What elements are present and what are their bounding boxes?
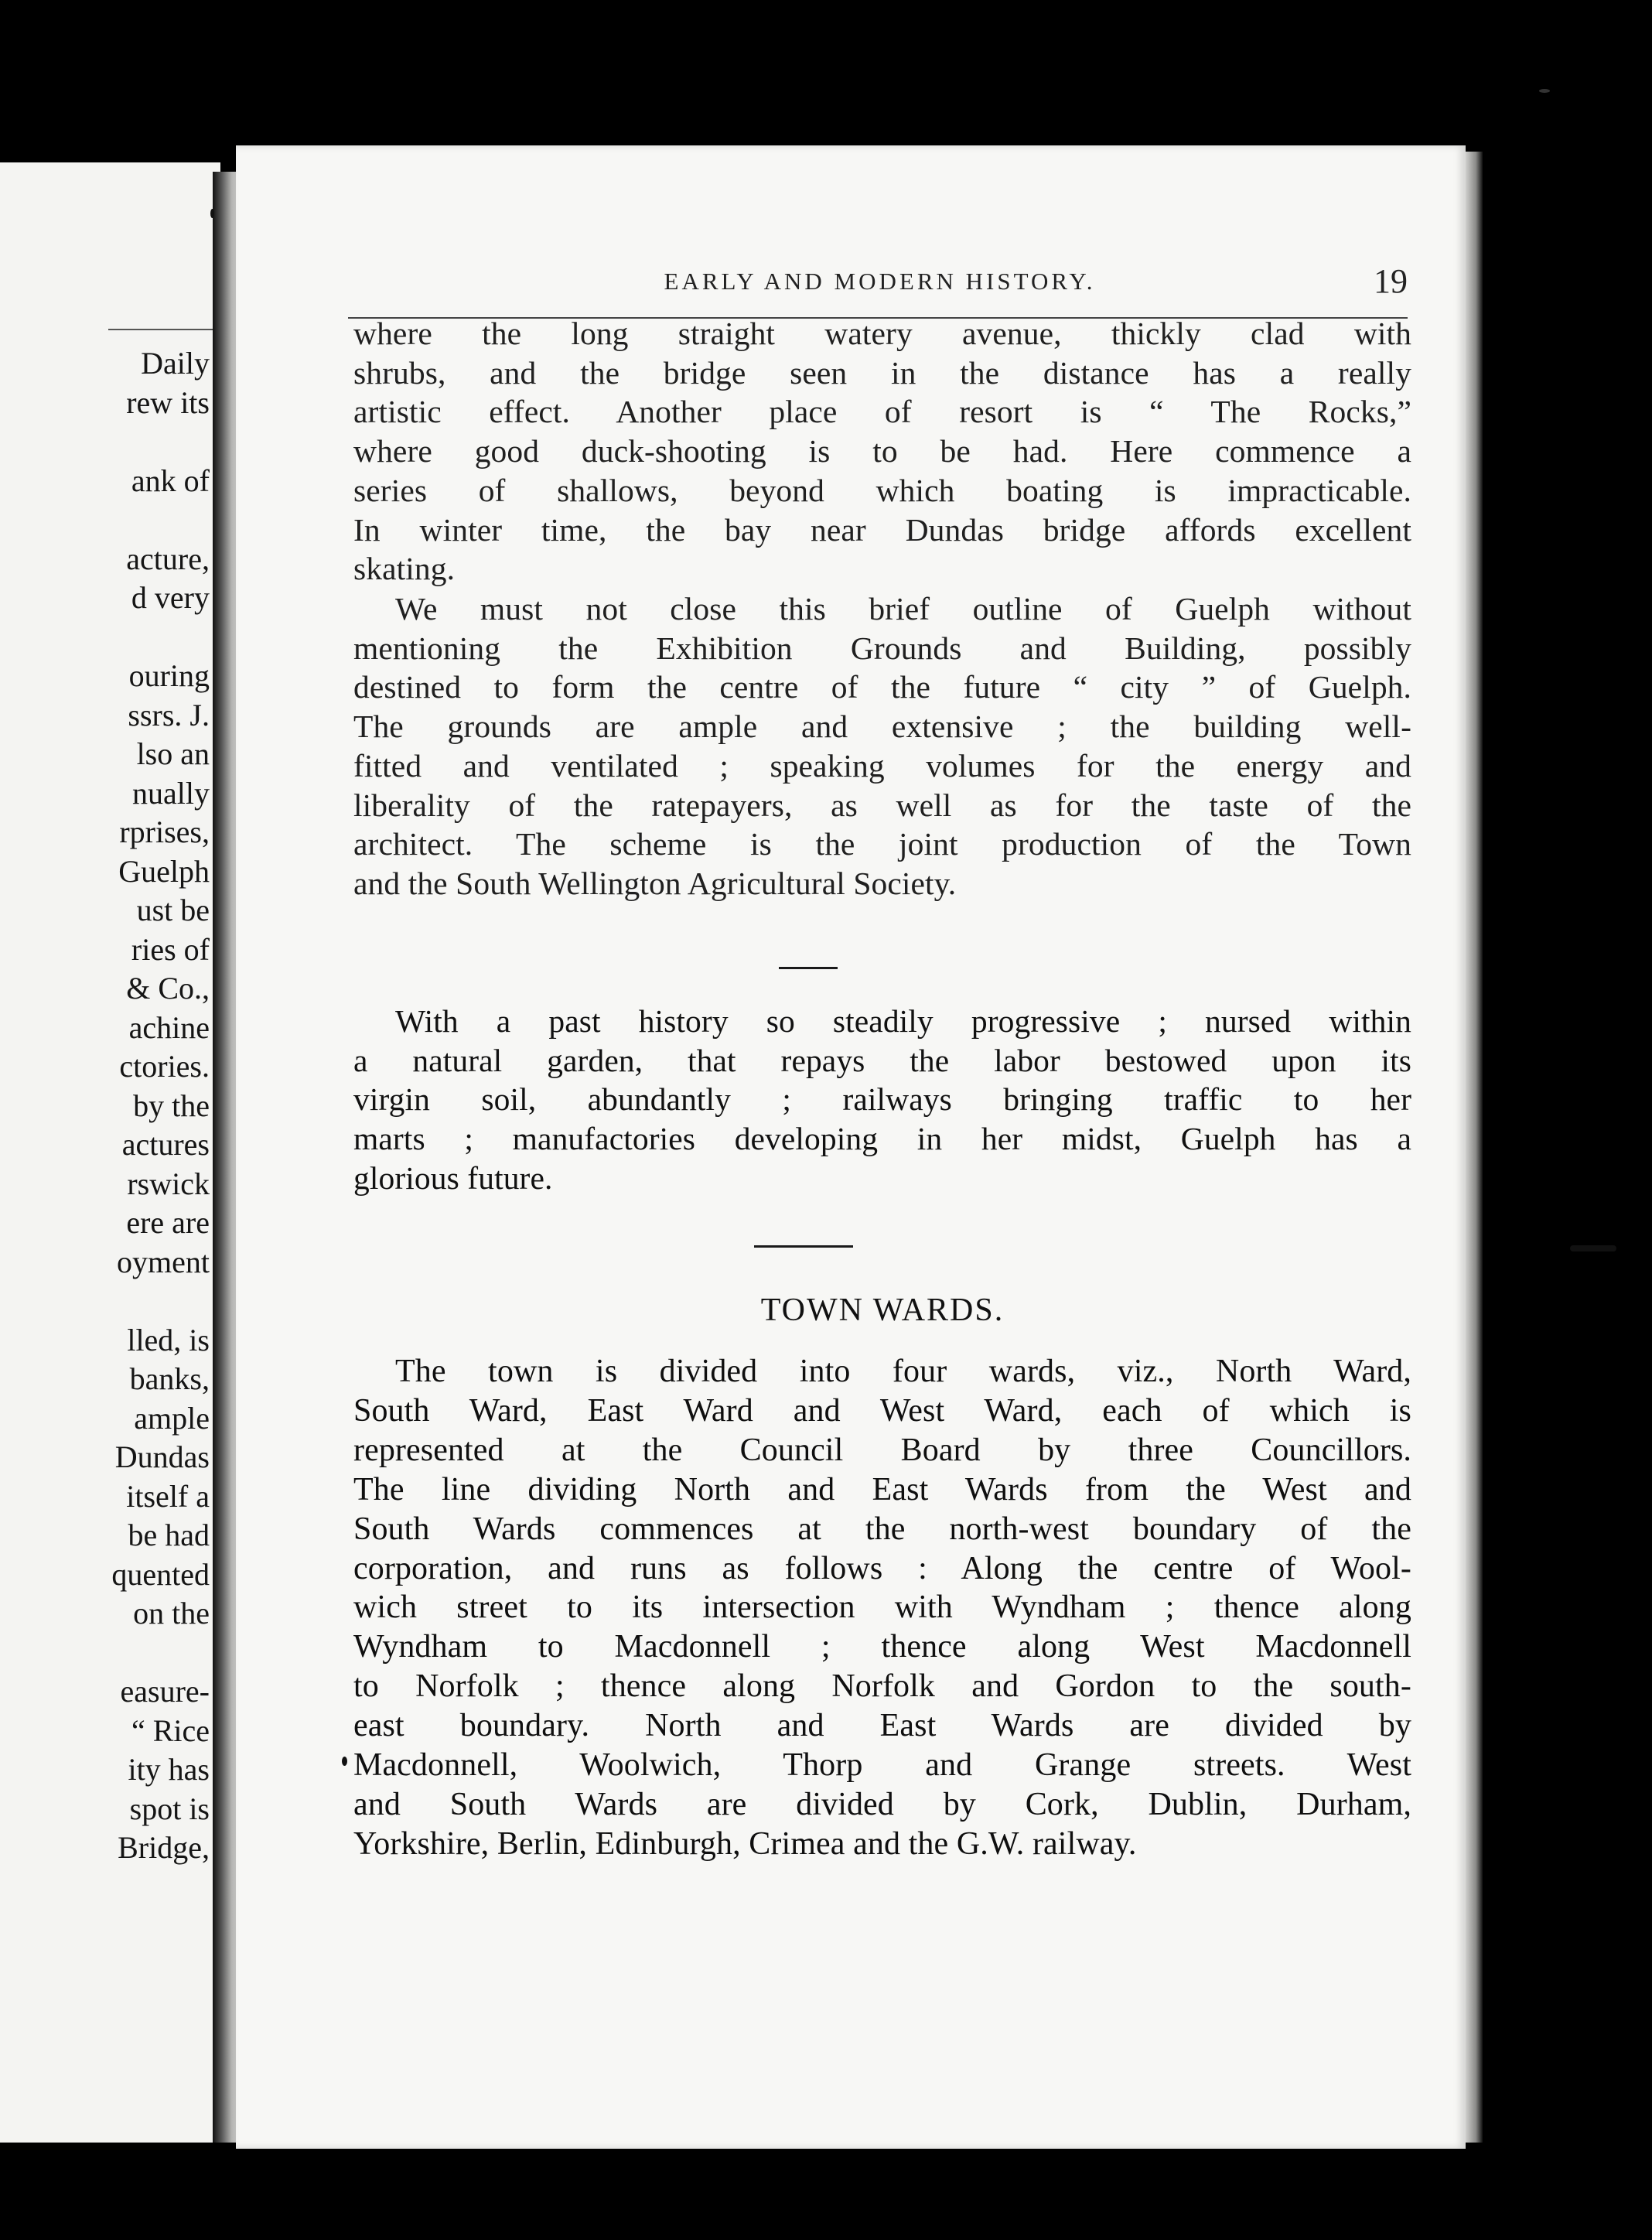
text-line: marts ; manufactories developing in her midst, Guelph has a (353, 1121, 1411, 1157)
previous-page-fragment: lso an (136, 736, 210, 771)
previous-page-fragment: ssrs. J. (128, 697, 210, 732)
previous-page-fragment: spot is (129, 1791, 210, 1826)
running-title: EARLY AND MODERN HISTORY. (664, 268, 1096, 295)
section-divider-short (779, 967, 838, 969)
previous-page-fragment (0, 1634, 220, 1673)
text-line: Macdonnell, Woolwich, Thorp and Grange streets. West (353, 1747, 1411, 1784)
text-line: virgin soil, abundantly ; railways bringing traffic to her (353, 1081, 1411, 1118)
section-heading-town-wards: TOWN WARDS. (760, 1292, 1005, 1328)
previous-page-fragment: Guelph (118, 853, 210, 889)
previous-page-fragment: “ Rice (131, 1712, 210, 1748)
previous-page-fragment: be had (128, 1518, 210, 1552)
text-line: In winter time, the bay near Dundas bridge affords excellent (353, 511, 1411, 548)
previous-page-fragment: ity has (128, 1752, 210, 1787)
paragraph-exhibition-grounds (353, 589, 1411, 903)
previous-page-fragment (0, 1282, 220, 1321)
text-line: fitted and ventilated ; speaking volumes for the energy and (353, 747, 1411, 784)
text-line: The town is divided into four wards, viz., North Ward, (395, 1354, 1411, 1389)
text-line: where good duck-shooting is to be had. Here commence a (353, 433, 1411, 470)
text-line: liberality of the ratepayers, as well as for the taste of the (353, 787, 1411, 823)
previous-page-fragment (0, 422, 220, 462)
previous-page-fragment: rprises, (119, 814, 210, 849)
text-line: Wyndham to Macdonnell ; thence along West Macdonnell (353, 1629, 1411, 1665)
text-line: and South Wards are divided by Cork, Dublin, Durham, (353, 1786, 1411, 1822)
text-line: architect. The scheme is the joint production of the Town (353, 826, 1411, 862)
page-edge-shadow (1466, 152, 1483, 2143)
paragraph-rocks (353, 314, 1411, 589)
previous-page-fragment: itself a (126, 1478, 210, 1514)
text-line: The line dividing North and East Wards from the West and (353, 1471, 1411, 1508)
previous-page-fragment: oyment (117, 1244, 210, 1279)
previous-page-fragment: ust be (136, 893, 210, 927)
previous-page-rule (108, 329, 220, 330)
previous-page-fragment: ample (134, 1400, 210, 1436)
text-line: mentioning the Exhibition Grounds and Building, possibly (353, 630, 1411, 666)
previous-page-fragment: rswick (127, 1166, 210, 1201)
previous-page-text-fragments (0, 344, 220, 1868)
paragraph-town-wards (353, 1352, 1411, 1864)
text-line: corporation, and runs as follows : Along the centre of Wool- (353, 1550, 1411, 1586)
text-line: to Norfolk ; thence along Norfolk and Gordon to the south- (353, 1668, 1411, 1705)
text-line: where the long straight watery avenue, thickly clad with (353, 316, 1411, 351)
ink-speck (342, 1757, 347, 1766)
previous-page-fragment: lled, is (127, 1322, 210, 1357)
text-line: South Wards commences at the north-west boundary of the (353, 1511, 1411, 1547)
ink-speck (1570, 1245, 1616, 1251)
previous-page-fragment: & Co., (126, 971, 210, 1006)
text-line: Yorkshire, Berlin, Edinburgh, Crimea and the G.W. railway. (353, 1825, 1137, 1862)
previous-page-fragment: acture, (126, 541, 210, 576)
previous-page-fragment: by the (133, 1088, 210, 1123)
previous-page-fragment: achine (128, 1009, 210, 1045)
previous-page-fragment: quented (111, 1556, 210, 1592)
previous-page-fragment (0, 500, 220, 540)
ink-speck (1539, 89, 1550, 93)
previous-page-fragment: actures (121, 1127, 210, 1162)
text-line: shrubs, and the bridge seen in the distance has a really (353, 354, 1411, 391)
previous-page-fragment: rew its (126, 384, 210, 420)
previous-page-fragment: Daily (141, 346, 210, 381)
text-line: series of shallows, beyond which boating is impracticable. (353, 472, 1411, 508)
page-number: 19 (1374, 262, 1408, 300)
text-line: destined to form the centre of the future “ city ” of Guelph. (353, 669, 1411, 705)
previous-page-edge (0, 162, 220, 2143)
previous-page-fragment: easure- (120, 1674, 210, 1709)
previous-page-fragment: ries of (131, 931, 210, 967)
previous-page-fragment (0, 618, 220, 657)
text-line: South Ward, East Ward and West Ward, each of which is (353, 1392, 1411, 1429)
text-line: glorious future. (353, 1159, 553, 1196)
text-line: artistic effect. Another place of resort is “ The Rocks,” (353, 394, 1411, 430)
previous-page-fragment: nually (132, 775, 210, 811)
running-head (352, 261, 1408, 308)
ink-speck (210, 209, 214, 218)
previous-page-fragment: Bridge, (118, 1830, 210, 1865)
text-line: east boundary. North and East Wards are divided by (353, 1708, 1411, 1744)
text-line: The grounds are ample and extensive ; the building well- (353, 709, 1411, 745)
previous-page-fragment: banks, (129, 1361, 210, 1396)
previous-page-fragment: Dundas (114, 1439, 210, 1474)
text-line: wich street to its intersection with Wyndham ; thence along (353, 1590, 1411, 1626)
text-line: represented at the Council Board by three Councillors. (353, 1432, 1411, 1468)
text-line: With a past history so steadily progressive ; nursed within (395, 1003, 1411, 1039)
previous-page-fragment: d very (131, 580, 210, 615)
previous-page-fragment: ere are (126, 1205, 210, 1240)
text-line: We must not close this brief outline of Guelph without (395, 591, 1411, 627)
text-line: a natural garden, that repays the labor bestowed upon its (353, 1042, 1411, 1078)
section-divider (754, 1245, 853, 1248)
text-line: and the South Wellington Agricultural Society. (353, 865, 957, 901)
previous-page-fragment: ouring (128, 658, 210, 693)
page-19 (236, 145, 1466, 2149)
paragraph-glorious-future (353, 1002, 1411, 1198)
previous-page-fragment: on the (133, 1596, 210, 1630)
text-line: skating. (353, 551, 456, 587)
previous-page-fragment: ctories. (119, 1049, 210, 1084)
previous-page-fragment: ank of (131, 463, 210, 498)
